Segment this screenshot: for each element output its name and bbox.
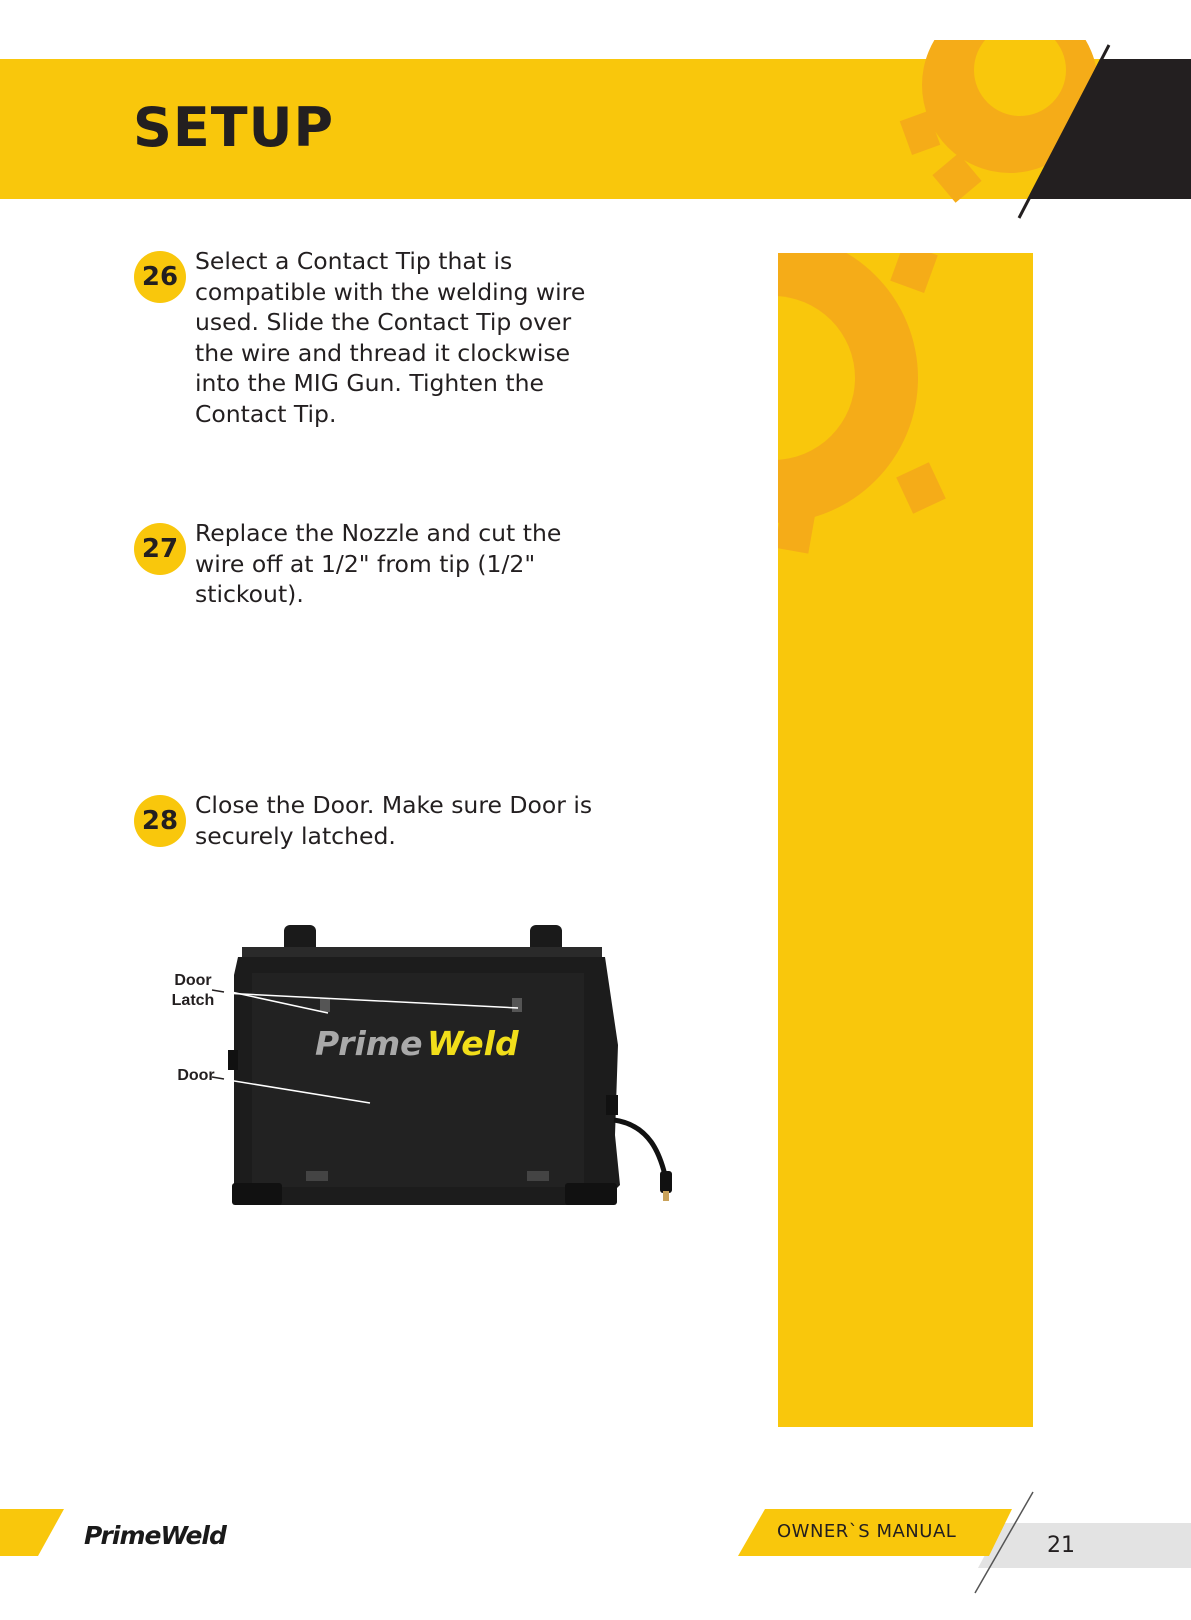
footer-yellow-wedge-left: [0, 1509, 64, 1556]
welder-logo-weld: Weld: [427, 1024, 519, 1063]
footer-manual-label: OWNER`S MANUAL: [777, 1521, 957, 1542]
door-latch-left: [320, 998, 330, 1012]
step-text: Close the Door. Make sure Door is securely latched.: [195, 791, 593, 850]
step-text: Replace the Nozzle and cut the wire off at 1/2" from tip (1/2" stickout).: [195, 519, 562, 608]
side-decor-panel: [778, 253, 1033, 1427]
page-title: SETUP: [133, 96, 335, 159]
welder-logo-prime: Prime: [315, 1024, 423, 1063]
footer-logo-prime: Prime: [84, 1521, 161, 1550]
door-latch-label-line2: Latch: [171, 992, 215, 1009]
page-number: 21: [1047, 1533, 1075, 1558]
footer-logo: [84, 1521, 226, 1550]
step-number-badge: 27: [134, 523, 186, 575]
panel-gear-icon: [778, 253, 1033, 1427]
door-latch-label-line1: Door: [174, 972, 212, 989]
step-text: Select a Contact Tip that is compatible with the welding wire used. Slide the Contact Tip over the wire and thread it clockwise into the MIG Gun. Tighten the Contact Tip.: [195, 247, 586, 428]
welder-cable: [614, 1120, 665, 1175]
door-label: Door: [177, 1067, 215, 1084]
step-number-badge: 26: [134, 251, 186, 303]
welder-door: [252, 973, 584, 1187]
welder-machine-image: [160, 915, 700, 1215]
door-latch-right: [512, 998, 522, 1012]
step-number-badge: 28: [134, 795, 186, 847]
door-latch-label: [160, 971, 226, 1011]
footer-logo-weld: Weld: [160, 1521, 226, 1550]
footer-gray-band: [978, 1523, 1191, 1568]
footer-decoration: [0, 1490, 1191, 1620]
